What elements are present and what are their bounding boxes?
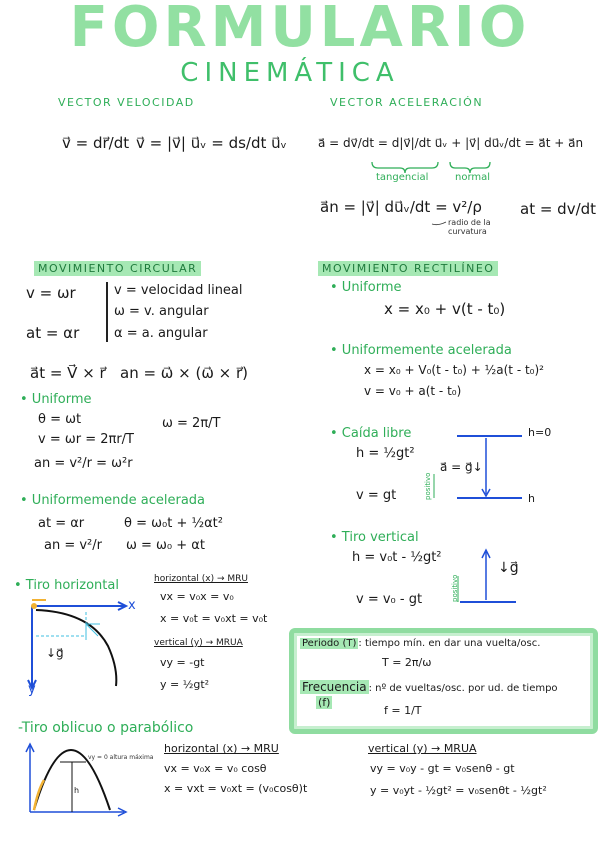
heading-horizontal-mru: horizontal (x) → MRU [154,574,248,584]
formula-circ-a2: an = v²/r [44,538,102,553]
label-positivo-1: positivo [424,472,432,500]
formula-circ-at: at = αr [26,324,80,342]
heading-circ-acelerada: • Uniformemende acelerada [20,493,206,508]
formula-circ-u4: ω = 2π/T [162,416,221,431]
page-title: FORMULARIO [69,0,531,60]
label-h0: h=0 [528,426,552,439]
heading-tiro-oblicuo: -Tiro oblicuo o parabólico [18,720,194,736]
formula-rect-a1: x = x₀ + V₀(t - t₀) + ½a(t - t₀)² [364,363,544,377]
formula-oblicuo-v1: vy = v₀y - gt = v₀senθ - gt [370,762,515,775]
formula-tiro-v2: v = v₀ - gt [356,592,423,607]
formula-periodo: T = 2π/ω [382,656,432,669]
formula-acc-at: at = dv/dt [520,200,597,218]
formula-tiro-v1: h = v₀t - ½gt² [352,550,442,565]
label-tiro-g: ↓g⃗ [498,560,519,576]
def-a-angular: α = a. angular [114,326,208,341]
formula-horiz-h1: vx = v₀x = v₀ [160,590,234,603]
formula-circ-v: v = ωr [26,284,76,302]
formula-rect-a2: v = v₀ + a(t - t₀) [364,384,462,398]
heading-tiro-vertical: • Tiro vertical [330,530,419,545]
label-frecuencia: Frecuencia [302,680,367,694]
heading-movimiento-rectilineo: MOVIMIENTO RECTILÍNEO [318,261,498,276]
formula-acc-1: a⃗ = dv⃗/dt = d|v⃗|/dt u⃗ᵥ + |v⃗| du⃗ᵥ/dt = a⃗t + a⃗n [318,136,584,150]
formula-frecuencia: f = 1/T [384,704,422,717]
heading-vector-velocidad: VECTOR VELOCIDAD [58,96,195,109]
label-oblicuo-h: h [74,786,80,795]
heading-vector-aceleracion: VECTOR ACELERACIÓN [330,96,484,109]
heading-rect-acelerada: • Uniformemente acelerada [330,343,512,358]
page-subtitle: CINEMÁTICA [180,58,400,88]
axis-y-label: y [28,682,36,697]
label-positivo-2: positivo [451,574,459,602]
label-frecuencia-symbol: (f) [318,696,331,709]
def-v-angular: ω = v. angular [114,304,209,319]
formula-circ-u2: v = ωr = 2πr/T [38,432,135,447]
label-caida-g: a⃗ = g⃗↓ [440,460,483,474]
label-horiz-g: ↓g⃗ [46,646,64,660]
formula-horiz-v1: vy = -gt [160,656,205,669]
heading-movimiento-circular: MOVIMIENTO CIRCULAR [34,261,201,276]
text-frecuencia: : nº de vueltas/osc. por ud. de tiempo [368,683,558,694]
formula-circ-an-vec: an = ω⃗ × (ω⃗ × r⃗) [120,364,249,382]
formula-vel-2: v⃗ = |v⃗| u⃗ᵥ = ds/dt u⃗ᵥ [136,134,287,152]
label-normal: normal [455,172,491,183]
formula-oblicuo-v2: y = v₀yt - ½gt² = v₀senθt - ½gt² [370,784,547,797]
text-periodo: : tiempo mín. en dar una vuelta/osc. [358,638,541,649]
formula-circ-a4: ω = ω₀ + αt [126,538,205,553]
label-tangencial: tangencial [376,172,429,183]
axis-x-label: x [128,598,136,613]
formula-oblicuo-h1: vx = v₀x = v₀ cosθ [164,762,267,775]
heading-tiro-horizontal: • Tiro horizontal [14,578,119,593]
formula-caida-1: h = ½gt² [356,446,415,461]
formula-horiz-v2: y = ½gt² [160,678,210,691]
formula-acc-an: a⃗n = |v⃗| du⃗ᵥ/dt = v²/ρ [320,198,482,216]
heading-circ-uniforme: • Uniforme [20,392,92,407]
label-h: h [528,492,535,505]
formula-rect-u1: x = x₀ + v(t - t₀) [384,300,506,318]
formula-circ-u3: an = v²/r = ω²r [34,456,133,471]
formula-oblicuo-h2: x = vxt = v₀xt = (v₀cosθ)t [164,782,308,795]
note-altura-maxima: vy = 0 altura máxima [88,754,154,761]
formula-circ-at-vec: a⃗t = V⃗ × r⃗ [30,364,106,382]
formula-circ-a3: θ = ω₀t + ½αt² [124,516,223,531]
note-radio-curvatura: radio de la curvatura [448,218,491,236]
formula-circ-a1: at = αr [38,516,85,531]
heading-oblicuo-horizontal: horizontal (x) → MRU [164,742,279,755]
formula-horiz-h2: x = v₀t = v₀xt = v₀t [160,612,268,625]
heading-rect-uniforme: • Uniforme [330,280,402,295]
heading-rect-caida: • Caída libre [330,426,412,441]
heading-vertical-mrua: vertical (y) → MRUA [154,638,243,648]
formula-caida-2: v = gt [356,488,397,503]
label-periodo: Periodo (T) [302,638,357,649]
formula-vel-1: v⃗ = dr⃗/dt [62,134,130,152]
formula-circ-u1: θ = ωt [38,412,82,427]
def-velocidad-lineal: v = velocidad lineal [114,283,243,298]
heading-oblicuo-vertical: vertical (y) → MRUA [368,742,477,755]
